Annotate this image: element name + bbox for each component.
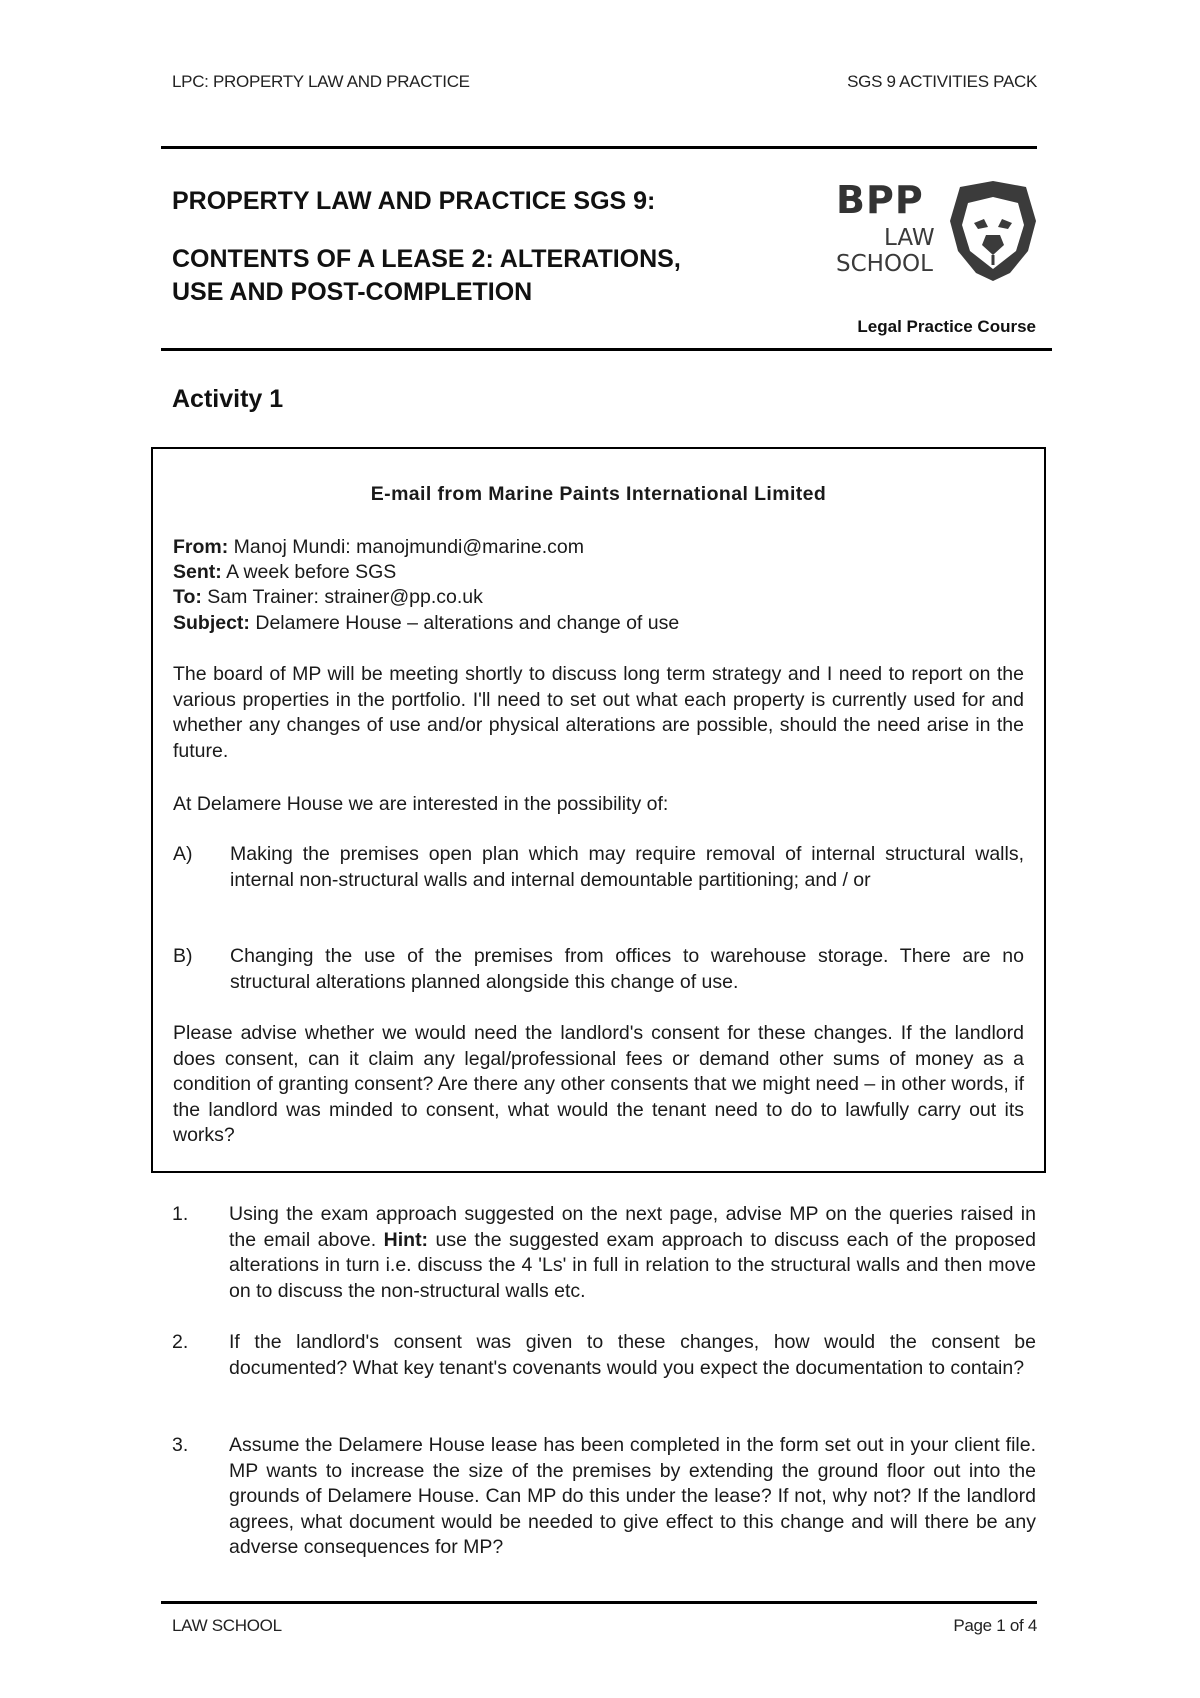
title-line-1: PROPERTY LAW AND PRACTICE SGS 9:: [172, 187, 656, 215]
email-subject-line: [173, 611, 1024, 637]
email-box: [151, 447, 1046, 1173]
course-label: Legal Practice Course: [857, 317, 1036, 336]
bpp-law-school-logo: [836, 178, 1036, 283]
email-paragraph-1: The board of MP will be meeting shortly to discuss long term strategy and I need to report on the various properties in the portfolio. I'll need to set out what each property is currently used for and whether any changes of use and/or physical alterations are possible, should the need arise in the future.: [173, 663, 1024, 762]
logo-line-1: LAW: [884, 225, 935, 251]
hint-label: Hint:: [383, 1228, 429, 1251]
list-item-text: Changing the use of the premises from offices to warehouse storage. There are no structural alterations planned alongside this change of use.: [230, 945, 1024, 993]
email-list-item-b: [173, 944, 1024, 996]
email-subject-value: Delamere House – alterations and change of use: [255, 612, 680, 634]
question-number: 1.: [172, 1203, 189, 1225]
question-text: Assume the Delamere House lease has been completed in the form set out in your client file. MP wants to increase the size of the premises by extending the ground floor out into the grounds of Delamere House. Can MP do this under the lease? If not, why not? If the landlord agrees, what document would be needed to give effect to this change and will there be any adverse consequences for MP?: [229, 1434, 1036, 1558]
question-text-end: use the suggested exam approach to discuss each of the proposed alterations in turn i.e. discuss the 4 'Ls' in full in relation to the structural walls and then move on to discuss the non-structural walls etc.: [229, 1228, 1036, 1302]
email-list-item-a: [173, 842, 1024, 920]
activity-heading: Activity 1: [172, 385, 284, 413]
running-header-left: LPC: PROPERTY LAW AND PRACTICE: [172, 72, 470, 91]
title-line-3: USE AND POST-COMPLETION: [172, 278, 533, 306]
lion-head-icon: [950, 181, 1036, 281]
question-2: [172, 1330, 1036, 1408]
email-to-line: [173, 585, 1024, 611]
email-to-value: Sam Trainer: strainer@pp.co.uk: [207, 586, 483, 608]
email-paragraph-3: Please advise whether we would need the landlord's consent for these changes. If the landlord does consent, can it claim any legal/professional fees or demand other sums of money as a condition of granting consent? Are there any other consents that we might need – in other words, if the landlord was minded to consent, what would the tenant need to do to lawfully carry out its works?: [173, 1022, 1024, 1146]
title-line-2: CONTENTS OF A LEASE 2: ALTERATIONS,: [172, 245, 681, 273]
running-header-right: SGS 9 ACTIVITIES PACK: [847, 72, 1037, 91]
list-item-text: Making the premises open plan which may require removal of internal structural walls, internal non-structural walls and internal demountable partitioning; and / or: [230, 843, 1024, 891]
question-number: 2.: [172, 1331, 189, 1353]
question-text: If the landlord's consent was given to these changes, how would the consent be documented? What key tenant's covenants would you expect the documentation to contain?: [229, 1331, 1036, 1379]
question-text-start: Using the exam approach suggested on the next page, advise MP on the queries raised in the email above.: [229, 1203, 1036, 1251]
email-from-value: Manoj Mundi: manojmundi@marine.com: [233, 536, 585, 558]
email-subject-label: Subject:: [173, 612, 250, 634]
email-from-label: From:: [173, 536, 229, 558]
logo-line-2: SCHOOL: [836, 251, 933, 277]
email-from-line: [173, 535, 1024, 561]
email-sent-line: [173, 560, 1024, 586]
logo-brand: BPP: [836, 178, 924, 222]
question-1: [172, 1202, 1036, 1304]
question-3: [172, 1433, 1036, 1561]
title-rule: [161, 348, 1052, 351]
email-to-label: To:: [173, 586, 202, 608]
question-text: [229, 1202, 1036, 1304]
email-sent-label: Sent:: [173, 561, 222, 583]
email-sent-value: A week before SGS: [226, 561, 397, 583]
email-title: E-mail from Marine Paints International Limited: [370, 483, 827, 505]
question-number: 3.: [172, 1434, 189, 1456]
footer-rule: [161, 1601, 1037, 1604]
header-rule: [161, 146, 1037, 149]
list-item-label: A): [173, 843, 193, 865]
email-paragraph-2: At Delamere House we are interested in the possibility of:: [173, 793, 669, 815]
footer-left: LAW SCHOOL: [172, 1616, 282, 1635]
footer-page-number: Page 1 of 4: [953, 1616, 1037, 1635]
list-item-label: B): [173, 945, 193, 967]
